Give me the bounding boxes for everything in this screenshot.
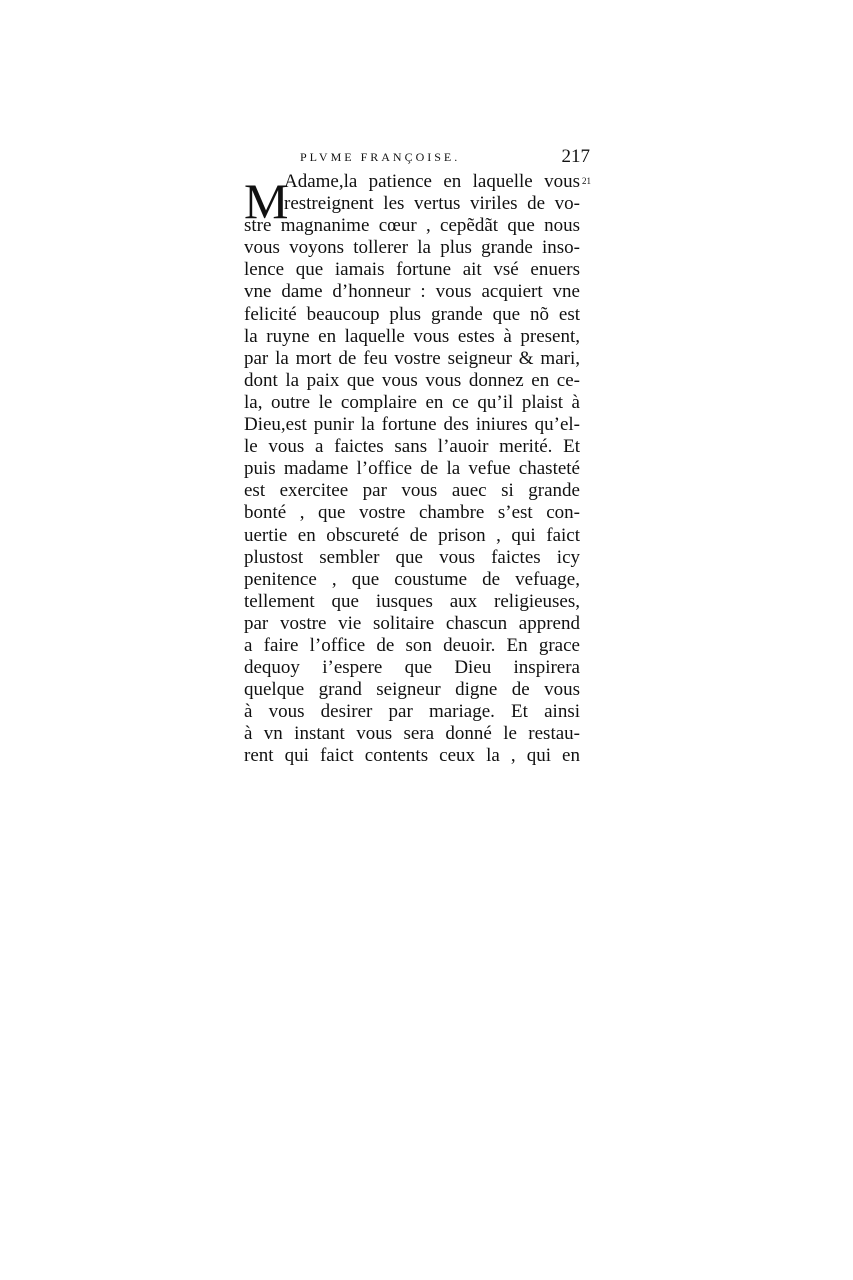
margin-note: 21 <box>582 176 591 186</box>
text-line: felicité beaucoup plus grande que nõ est <box>244 303 580 325</box>
text-line: penitence , que coustume de vefuage, <box>244 568 580 590</box>
text-line: bonté , que vostre chambre s’est con- <box>244 502 580 524</box>
text-line: dont la paix que vous vous donnez en ce- <box>244 369 580 391</box>
text-line: plustost sembler que vous faictes icy <box>244 546 580 568</box>
text-line: la ruyne en laquelle vous estes à present, <box>244 325 580 347</box>
text-line: par vostre vie solitaire chascun apprend <box>244 612 580 634</box>
text-line: par la mort de feu vostre seigneur & mari, <box>244 347 580 369</box>
text-line: la, outre le complaire en ce qu’il plaist à <box>244 391 580 413</box>
text-line: Adame,la patience en laquelle vous <box>284 171 580 192</box>
text-line: le vous a faictes sans l’auoir merité. Et <box>244 436 580 458</box>
text-line: vne dame d’honneur : vous acquiert vne <box>244 281 580 303</box>
running-title: PLVME FRANÇOISE. <box>300 150 461 164</box>
text-line: vous voyons tollerer la plus grande inso- <box>244 237 580 259</box>
page-number: 217 <box>561 146 590 167</box>
text-line: stre magnanime cœur , cepẽdãt que nous <box>244 215 580 237</box>
text-line: Dieu,est punir la fortune des iniures qu’el- <box>244 414 580 436</box>
text-line: est exercitee par vous auec si grande <box>244 480 580 502</box>
text-line: uertie en obscureté de prison , qui faict <box>244 524 580 546</box>
text-line: puis madame l’office de la vefue chasteté <box>244 458 580 480</box>
running-head <box>300 146 590 170</box>
text-line: restreignent les vertus viriles de vo- <box>284 193 580 215</box>
text-line: quelque grand seigneur digne de vous <box>244 679 580 701</box>
text-line: à vous desirer par mariage. Et ainsi <box>244 701 580 723</box>
text-line: a faire l’office de son deuoir. En grace <box>244 634 580 656</box>
text-line: tellement que iusques aux religieuses, <box>244 590 580 612</box>
body-text <box>244 171 580 768</box>
text-line: lence que iamais fortune ait vsé enuers <box>244 259 580 281</box>
text-line: dequoy i’espere que Dieu inspirera <box>244 657 580 679</box>
text-line: à vn instant vous sera donné le restau- <box>244 723 580 745</box>
drop-cap: M <box>244 173 289 229</box>
text-line: rent qui faict contents ceux la , qui en <box>244 745 580 767</box>
